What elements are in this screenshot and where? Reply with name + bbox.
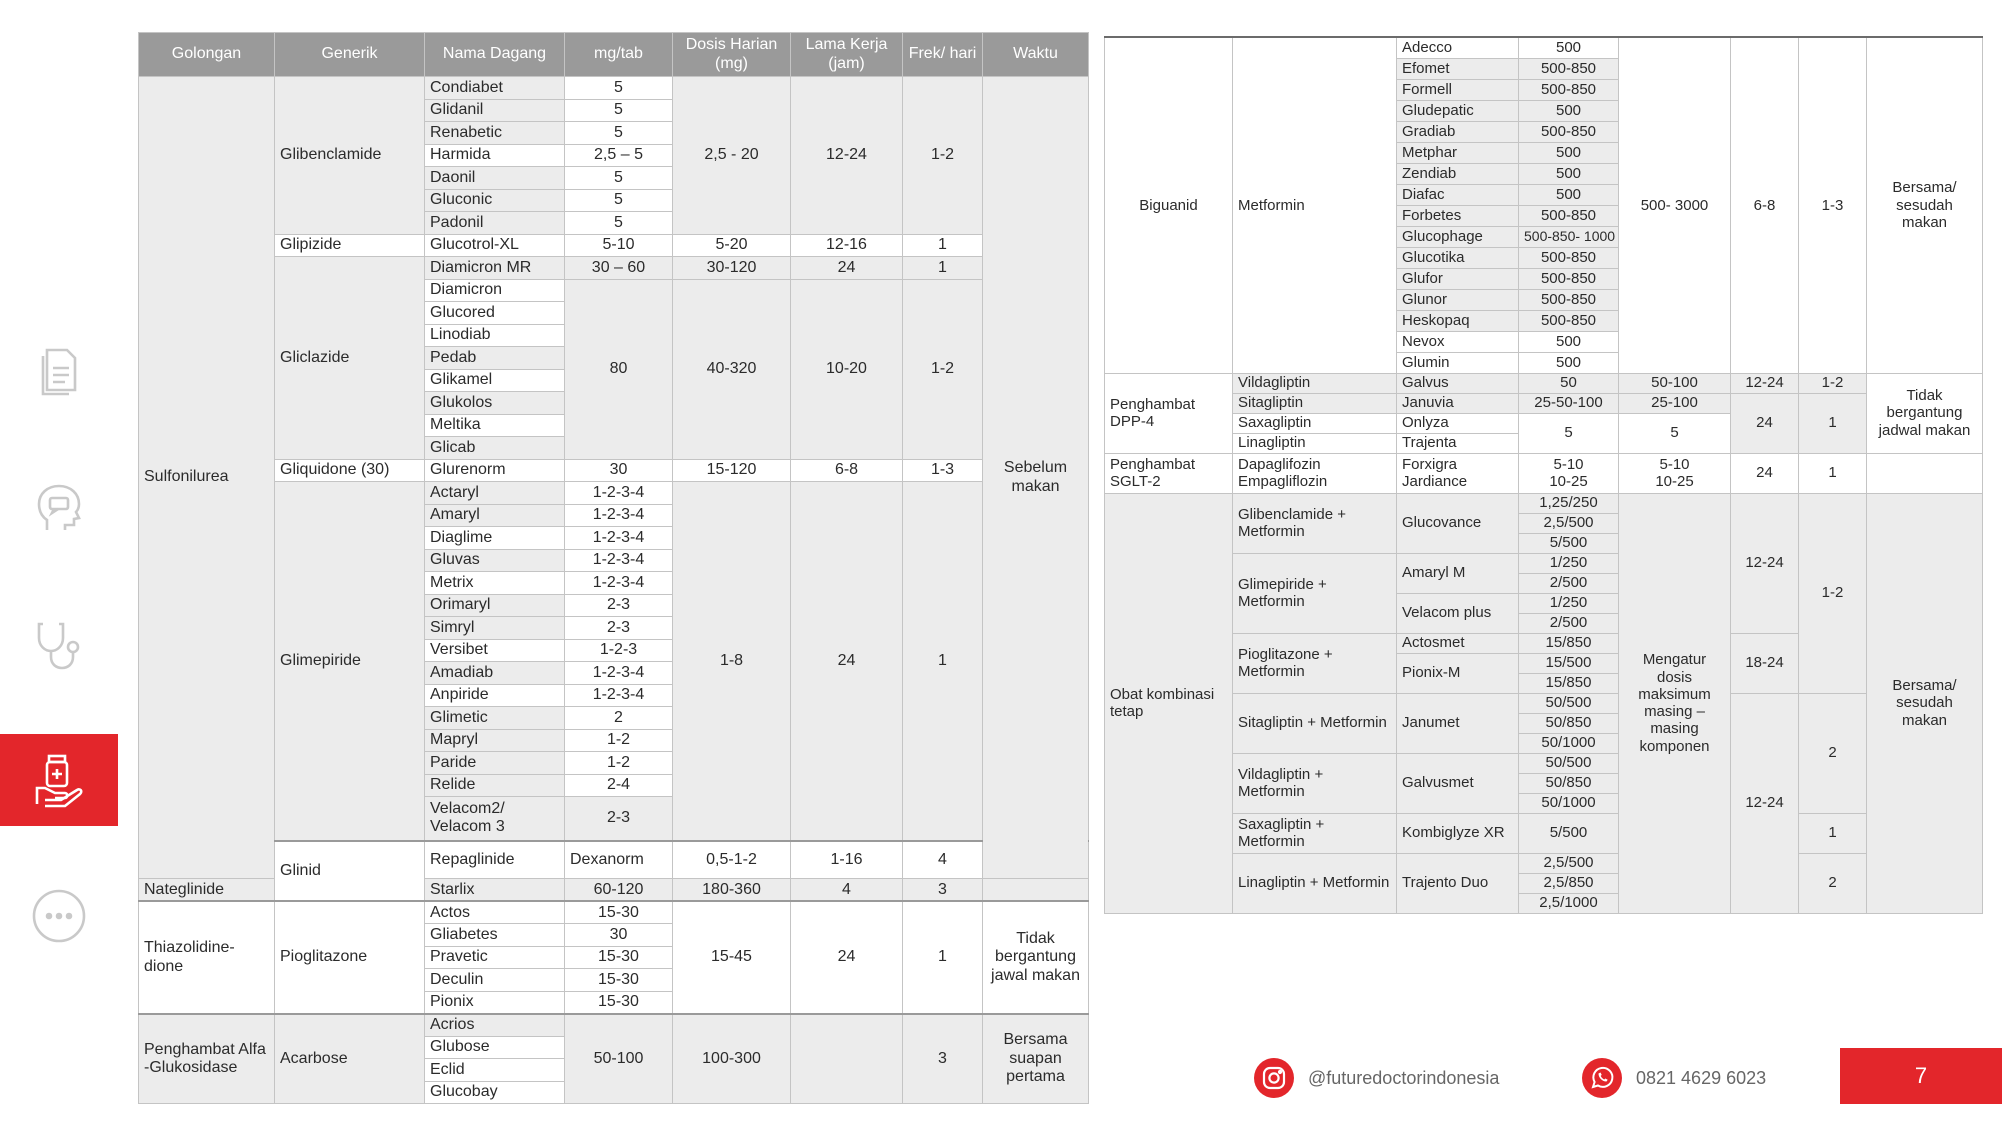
generik-line: Empagliflozin [1238,473,1328,490]
brand-cell: Diaglime [425,527,565,550]
table-row [1105,693,1983,713]
brand-cell: Nevox [1397,331,1519,352]
generik-cell: Sitagliptin + Metformin [1233,693,1397,753]
golongan-cell: Penghambat SGLT-2 [1105,453,1233,493]
brand-cell: Onlyza [1397,413,1519,433]
table-row [1105,493,1983,513]
mg-cell: 1-2-3-4 [565,572,673,595]
waktu-cell: Bersama/ sesudah makan [1867,37,1983,373]
mg-cell: 5/500 [1519,533,1619,553]
waktu-cell: Tidak bergantung jadwal makan [1867,373,1983,453]
left-drug-table [138,32,1089,1104]
frek-cell: 1 [1799,453,1867,493]
brand-cell: Glufor [1397,268,1519,289]
mg-cell: 25-50-100 [1519,393,1619,413]
generik-cell: Glimepiride + Metformin [1233,553,1397,633]
mg-cell: 1-2-3-4 [565,482,673,505]
instagram-contact[interactable] [1254,1056,1499,1100]
medicine-hand-icon[interactable] [0,734,118,826]
brand-line: Forxigra [1402,455,1458,473]
frek-cell: 1 [903,234,983,257]
header-nama-dagang: Nama Dagang [425,33,565,77]
mg-cell: 1-2-3 [565,639,673,662]
table-row [1105,37,1983,58]
brand-cell: Dexanorm [565,841,673,879]
mg-cell: 1/250 [1519,553,1619,573]
brand-cell: Actaryl [425,482,565,505]
table-row [139,1014,1089,1037]
brand-cell: Heskopaq [1397,310,1519,331]
dosis-cell: 2,5 - 20 [673,77,791,235]
mg-cell: 500-850 [1519,58,1619,79]
brand-cell: Efomet [1397,58,1519,79]
mg-cell: 500 [1519,142,1619,163]
table-row [139,257,1089,280]
brand-cell: Pedab [425,347,565,370]
brand-cell: Meltika [425,414,565,437]
phone-number: 0821 4629 6023 [1636,1067,1767,1088]
brand-cell: Glubose [425,1036,565,1059]
header-frek: Frek/ hari [903,33,983,77]
lama-cell: 24 [1731,453,1799,493]
dosis-cell: 5 [1619,413,1731,453]
frek-cell: 1 [1799,393,1867,453]
brand-cell: Orimaryl [425,594,565,617]
dosis-cell: 100-300 [673,1014,791,1104]
header-dosis-harian: Dosis Harian (mg) [673,33,791,77]
generik-cell: Metformin [1233,37,1397,373]
dosis-cell: 5-20 [673,234,791,257]
lama-cell: 24 [1731,393,1799,453]
mg-cell: 50-100 [565,1014,673,1104]
brand-cell: Glucored [425,302,565,325]
brand-cell: Metrix [425,572,565,595]
mg-cell: 1-2-3-4 [565,504,673,527]
mg-cell: 0,5-1-2 [673,841,791,879]
generik-cell: Pioglitazone [275,901,425,1014]
mg-cell: 30 [565,924,673,947]
brand-cell [1397,453,1519,493]
mg-cell: 5 [565,99,673,122]
frek-cell: 1-2 [903,77,983,235]
brand-cell: Anpiride [425,684,565,707]
mg-cell: 5/500 [1519,813,1619,853]
generik-cell: Sitagliptin [1233,393,1397,413]
brand-cell: Harmida [425,144,565,167]
mg-cell: 15/850 [1519,633,1619,653]
generik-cell: Glibenclamide [275,77,425,235]
brand-cell: Glimetic [425,707,565,730]
mg-cell: 50/500 [1519,753,1619,773]
dosis-cell: Mengatur dosis maksimum masing – masing komponen [1619,493,1731,913]
table-row [139,482,1089,505]
brand-cell: Glumin [1397,352,1519,373]
brand-cell: Glurenorm [425,459,565,482]
mg-cell: 15/500 [1519,653,1619,673]
mg-cell: 500-850 [1519,268,1619,289]
brand-cell: Glicab [425,437,565,460]
table-row [139,901,1089,924]
header-mg-tab: mg/tab [565,33,673,77]
lama-cell: 12-24 [1731,493,1799,633]
brand-cell: Acrios [425,1014,565,1037]
mg-cell: 5 [1519,413,1619,453]
golongan-cell: Penghambat DPP-4 [1105,373,1233,453]
brand-cell: Galvus [1397,373,1519,393]
lama-cell: 24 [791,482,903,841]
mg-cell: 15-30 [565,991,673,1014]
lama-cell: 10-20 [791,279,903,459]
mg-cell: 1-2-3-4 [565,662,673,685]
waktu-cell: Bersama suapan pertama [983,1014,1089,1104]
mg-cell: 500 [1519,184,1619,205]
brand-cell: Formell [1397,79,1519,100]
mg-cell: 5 [565,122,673,145]
brand-cell: Eclid [425,1059,565,1082]
brand-cell: Januvia [1397,393,1519,413]
generik-line: Dapaglifozin [1238,455,1321,473]
mg-cell: 2-3 [565,594,673,617]
mg-cell: 1-2-3-4 [565,527,673,550]
generik-cell: Gliquidone (30) [275,459,425,482]
dosis-cell: 15-120 [673,459,791,482]
waktu-cell: Tidak bergantung jawal makan [983,901,1089,1014]
whatsapp-contact[interactable] [1582,1056,1766,1100]
mg-cell: 15/850 [1519,673,1619,693]
mg-cell: 500 [1519,37,1619,58]
waktu-cell: Sebelum makan [983,77,1089,879]
head-chat-icon[interactable] [0,462,118,554]
stethoscope-icon[interactable] [0,600,118,692]
mg-cell: 500 [1519,163,1619,184]
dosis-cell: 1-8 [673,482,791,841]
lama-cell: 12-24 [791,77,903,235]
brand-cell: Gluconic [425,189,565,212]
mg-cell: 500-850 [1519,205,1619,226]
dosis-cell: 180-360 [673,879,791,902]
dosis-line: 10-25 [1655,473,1694,490]
dosis-cell: 15-45 [673,901,791,1014]
table-row [139,77,1089,100]
golongan-cell: Penghambat Alfa -Glukosidase [139,1014,275,1104]
frek-cell: 1 [903,257,983,280]
brand-cell: Diamicron MR [425,257,565,280]
brand-cell: Simryl [425,617,565,640]
mg-cell: 500-850 [1519,289,1619,310]
mg-cell: 50/1000 [1519,793,1619,813]
brand-cell: Glukolos [425,392,565,415]
mg-cell: 500-850 [1519,79,1619,100]
lama-cell: 4 [903,841,983,879]
page-number: 7 [1840,1048,2002,1104]
golongan-cell: Sulfonilurea [139,77,275,879]
mg-cell: 2 [565,707,673,730]
frek-cell: 3 [903,1014,983,1104]
brand-cell: Versibet [425,639,565,662]
brand-cell: Glidanil [425,99,565,122]
table-row [139,841,1089,879]
mg-cell: 1,25/250 [1519,493,1619,513]
mg-cell: 1-2 [565,752,673,775]
mg-line: 5-10 [1553,455,1584,473]
waktu-cell [983,879,1089,902]
mg-cell: 50/1000 [1519,733,1619,753]
instagram-handle: @futuredoctorindonesia [1308,1067,1500,1088]
brand-cell: Linodiab [425,324,565,347]
lama-cell: 24 [791,901,903,1014]
brand-cell: Condiabet [425,77,565,100]
waktu-cell [1867,453,1983,493]
brand-cell: Gliabetes [425,924,565,947]
waktu-cell: Bersama/ sesudah makan [1867,493,1983,913]
frek-cell: 1 [903,482,983,841]
golongan-cell: Glinid [275,841,425,902]
frek-cell: 3 [903,879,983,902]
generik-cell: Linagliptin + Metformin [1233,853,1397,913]
brand-cell: Glucophage [1397,226,1519,247]
header-generik: Generik [275,33,425,77]
generik-cell: Glipizide [275,234,425,257]
generik-cell: Vildagliptin [1233,373,1397,393]
brand-cell: Glucobay [425,1081,565,1104]
lama-cell: 6-8 [791,459,903,482]
brand-line: Velacom 3 [430,818,505,836]
header-golongan: Golongan [139,33,275,77]
brand-cell: Pionix [425,991,565,1014]
mg-cell: 2,5/500 [1519,513,1619,533]
brand-cell: Padonil [425,212,565,235]
frek-cell: 2 [1799,853,1867,913]
brand-cell: Gluvas [425,549,565,572]
mg-cell: 15-30 [565,969,673,992]
brand-cell: Diafac [1397,184,1519,205]
dosis-cell: 1-16 [791,841,903,879]
header-waktu: Waktu [983,33,1089,77]
mg-cell: 5 [565,77,673,100]
mg-cell: 5 [565,212,673,235]
header-lama-kerja: Lama Kerja (jam) [791,33,903,77]
brand-cell: Renabetic [425,122,565,145]
dosis-cell: 25-100 [1619,393,1731,413]
brand-cell: Glucovance [1397,493,1519,553]
more-icon[interactable] [0,870,118,962]
table-row [1105,853,1983,873]
lama-cell: 12-16 [791,234,903,257]
golongan-cell: Biguanid [1105,37,1233,373]
golongan-cell: Thiazolidine-dione [139,901,275,1014]
brand-cell: Relide [425,774,565,797]
mg-cell: 50/850 [1519,713,1619,733]
generik-cell: Saxagliptin [1233,413,1397,433]
brand-cell: Diamicron [425,279,565,302]
frek-cell: 1-2 [903,279,983,459]
frek-cell: 1-3 [903,459,983,482]
mg-cell: 500-850 [1519,121,1619,142]
mg-cell: 1-2-3-4 [565,549,673,572]
mg-cell: 500-850 [1519,310,1619,331]
brand-cell: Pravetic [425,946,565,969]
brand-cell: Amadiab [425,662,565,685]
brand-cell: Deculin [425,969,565,992]
mg-cell: 15-30 [565,946,673,969]
brand-line: Velacom2/ [430,799,505,817]
mg-cell: 2,5/500 [1519,853,1619,873]
table-row [139,234,1089,257]
brand-cell: Velacom plus [1397,593,1519,633]
dosis-cell: 40-320 [673,279,791,459]
lama-cell: 24 [791,257,903,280]
dosis-line: 5-10 [1659,455,1690,473]
mg-cell: 50 [1519,373,1619,393]
lama-cell: 6-8 [1731,37,1799,373]
lama-cell: 12-24 [1731,693,1799,913]
lama-cell [791,1014,903,1104]
brand-cell: Glikamel [425,369,565,392]
table-row [1105,393,1983,413]
mg-cell: 30 – 60 [565,257,673,280]
mg-cell: 80 [565,279,673,459]
mg-cell: 500-850- 1000 [1519,226,1619,247]
mg-cell: 5 [565,189,673,212]
frek-cell: 1 [903,901,983,1014]
golongan-cell: Obat kombinasi tetap [1105,493,1233,913]
generik-cell: Pioglitazone + Metformin [1233,633,1397,693]
brand-cell: Mapryl [425,729,565,752]
generik-cell: Acarbose [275,1014,425,1104]
mg-cell: 1-2-3-4 [565,684,673,707]
generik-cell: Gliclazide [275,257,425,460]
mg-cell: 500 [1519,100,1619,121]
frek-cell: 1-3 [1799,37,1867,373]
mg-cell: 5 [565,167,673,190]
mg-cell: 50/850 [1519,773,1619,793]
brand-cell: Actos [425,901,565,924]
frek-cell: 1-2 [1799,493,1867,693]
dosis-cell [1619,453,1731,493]
brand-cell: Actosmet [1397,633,1519,653]
generik-cell: Glimepiride [275,482,425,841]
frek-cell: 1 [1799,813,1867,853]
lama-cell: 18-24 [1731,633,1799,693]
header-row [139,33,1089,77]
dosis-cell: 30-120 [673,257,791,280]
lama-cell: 12-24 [1731,373,1799,393]
table-row [1105,813,1983,833]
brand-cell [425,797,565,841]
table-row [1105,453,1983,493]
mg-line: 10-25 [1549,473,1588,490]
brand-cell: Amaryl M [1397,553,1519,593]
generik-cell: Vildagliptin + Metformin [1233,753,1397,813]
sidebar [0,0,118,1128]
generik-cell: Saxagliptin + Metformin [1233,813,1397,853]
brand-line: Jardiance [1402,473,1468,490]
brand-cell: Paride [425,752,565,775]
brand-cell: Galvusmet [1397,753,1519,813]
mg-cell: 2-3 [565,797,673,841]
brand-cell: Daonil [425,167,565,190]
mg-cell: 30 [565,459,673,482]
table-row [139,459,1089,482]
mg-cell: 5-10 [565,234,673,257]
brand-cell: Glucotika [1397,247,1519,268]
brand-cell: Starlix [425,879,565,902]
mg-cell: 500 [1519,352,1619,373]
mg-cell: 500 [1519,331,1619,352]
generik-cell: Repaglinide [425,841,565,879]
mg-cell: 500-850 [1519,247,1619,268]
generik-cell [1233,453,1397,493]
brand-cell: Amaryl [425,504,565,527]
mg-cell: 2,5/850 [1519,873,1619,893]
mg-cell: 2,5/1000 [1519,893,1619,913]
brand-cell: Janumet [1397,693,1519,753]
mg-cell: 60-120 [565,879,673,902]
brand-cell: Kombiglyze XR [1397,813,1519,853]
document-icon[interactable] [0,324,118,416]
brand-cell: Glunor [1397,289,1519,310]
brand-cell: Forbetes [1397,205,1519,226]
mg-cell: 2-4 [565,774,673,797]
brand-cell: Zendiab [1397,163,1519,184]
mg-cell: 1/250 [1519,593,1619,613]
brand-cell: Metphar [1397,142,1519,163]
brand-cell: Pionix-M [1397,653,1519,693]
brand-cell: Gludepatic [1397,100,1519,121]
mg-cell: 50/500 [1519,693,1619,713]
brand-cell: Adecco [1397,37,1519,58]
mg-cell: 2-3 [565,617,673,640]
dosis-cell: 50-100 [1619,373,1731,393]
brand-cell: Glucotrol-XL [425,234,565,257]
generik-cell: Glibenclamide + Metformin [1233,493,1397,553]
brand-cell: Trajenta [1397,433,1519,453]
brand-cell: Trajento Duo [1397,853,1519,913]
generik-cell: Linagliptin [1233,433,1397,453]
mg-cell: 15-30 [565,901,673,924]
whatsapp-icon [1582,1058,1622,1098]
mg-cell: 2,5 – 5 [565,144,673,167]
frek-cell: 1-2 [1799,373,1867,393]
frek-cell: 2 [1799,693,1867,813]
brand-cell: Gradiab [1397,121,1519,142]
table-row [1105,373,1983,393]
dosis-cell: 500- 3000 [1619,37,1731,373]
mg-cell [1519,453,1619,493]
mg-cell: 1-2 [565,729,673,752]
right-drug-table [1104,36,1983,914]
lama-cell: 4 [791,879,903,902]
mg-cell: 2/500 [1519,573,1619,593]
mg-cell: 2/500 [1519,613,1619,633]
generik-cell: Nateglinide [139,879,275,902]
instagram-icon [1254,1058,1294,1098]
